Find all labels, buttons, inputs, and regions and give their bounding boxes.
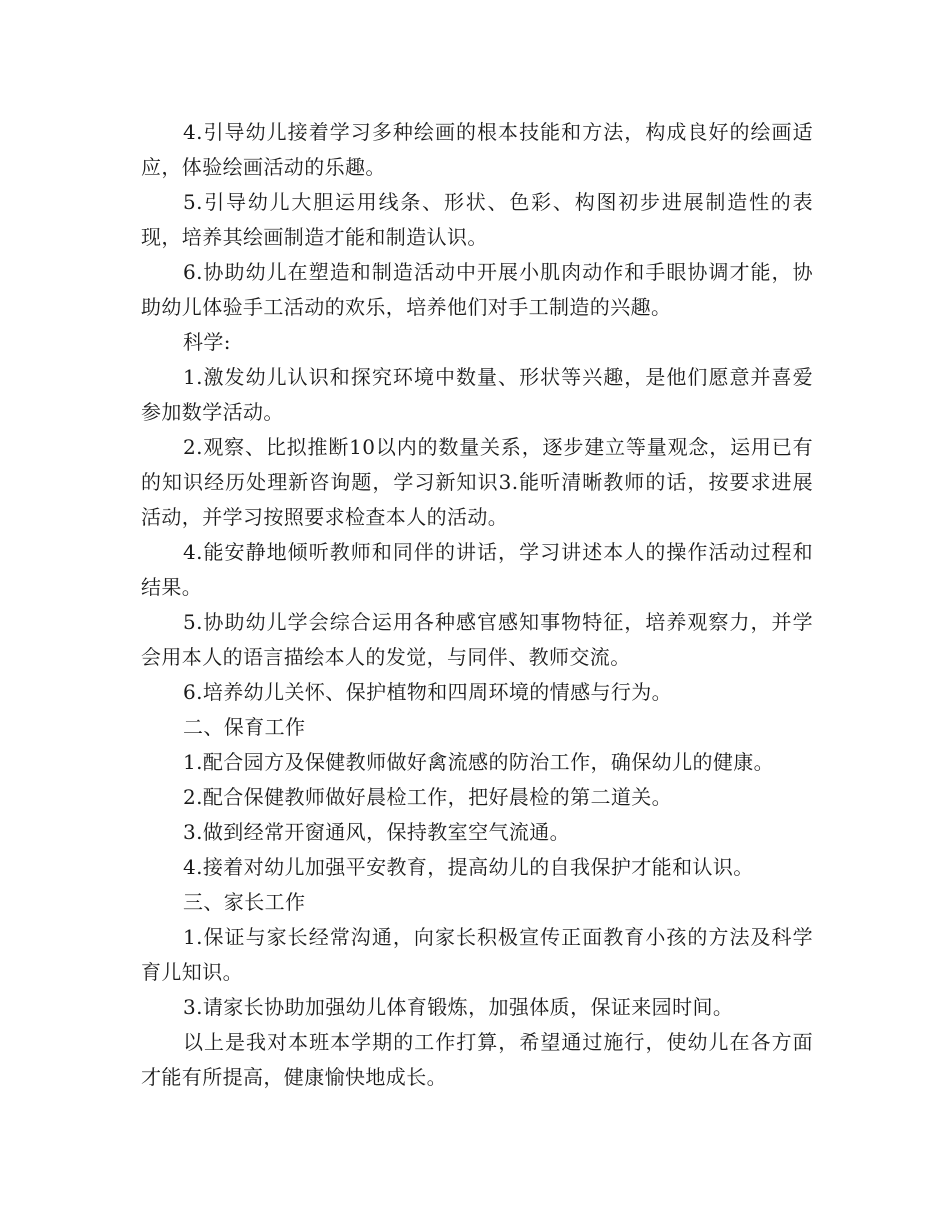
section-heading-care: 二、保育工作 bbox=[183, 715, 306, 739]
document-body bbox=[141, 115, 813, 1095]
section-heading-parents: 三、家长工作 bbox=[183, 890, 306, 914]
paragraph-parents-1: 1.保证与家长经常沟通，向家长积极宣传正面教育小孩的方法及科学育儿知识。 bbox=[141, 925, 813, 984]
paragraph-science-2: 2.观察、比拟推断10以内的数量关系，逐步建立等量观念，运用已有的知识经历处理新咨询题，学习新知识3.能听清晰教师的话，按要求进展活动，并学习按照要求检查本人的活动。 bbox=[141, 435, 813, 529]
paragraph-art-5: 5.引导幼儿大胆运用线条、形状、色彩、构图初步进展制造性的表现，培养其绘画制造才能和制造认识。 bbox=[141, 190, 813, 249]
paragraph-science-5: 5.协助幼儿学会综合运用各种感官感知事物特征，培养观察力，并学会用本人的语言描绘本人的发觉，与同伴、教师交流。 bbox=[141, 610, 813, 669]
paragraph-parents-3: 3.请家长协助加强幼儿体育锻炼，加强体质，保证来园时间。 bbox=[183, 995, 734, 1019]
paragraph-care-4: 4.接着对幼儿加强平安教育，提高幼儿的自我保护才能和认识。 bbox=[183, 855, 754, 879]
paragraph-science-1: 1.激发幼儿认识和探究环境中数量、形状等兴趣，是他们愿意并喜爱参加数学活动。 bbox=[141, 365, 813, 424]
paragraph-conclusion: 以上是我对本班本学期的工作打算，希望通过施行，使幼儿在各方面才能有所提高，健康愉快地成长。 bbox=[141, 1030, 813, 1089]
paragraph-care-3: 3.做到经常开窗通风，保持教室空气流通。 bbox=[183, 820, 571, 844]
paragraph-art-6: 6.协助幼儿在塑造和制造活动中开展小肌肉动作和手眼协调才能，协助幼儿体验手工活动的欢乐，培养他们对手工制造的兴趣。 bbox=[141, 260, 813, 319]
paragraph-care-1: 1.配合园方及保健教师做好禽流感的防治工作，确保幼儿的健康。 bbox=[183, 750, 775, 774]
section-heading-science: 科学: bbox=[183, 330, 231, 354]
paragraph-science-6: 6.培养幼儿关怀、保护植物和四周环境的情感与行为。 bbox=[183, 680, 673, 704]
paragraph-art-4: 4.引导幼儿接着学习多种绘画的根本技能和方法，构成良好的绘画适应，体验绘画活动的乐趣。 bbox=[141, 120, 813, 179]
paragraph-science-4: 4.能安静地倾听教师和同伴的讲话，学习讲述本人的操作活动过程和结果。 bbox=[141, 540, 813, 599]
paragraph-care-2: 2.配合保健教师做好晨检工作，把好晨检的第二道关。 bbox=[183, 785, 673, 809]
